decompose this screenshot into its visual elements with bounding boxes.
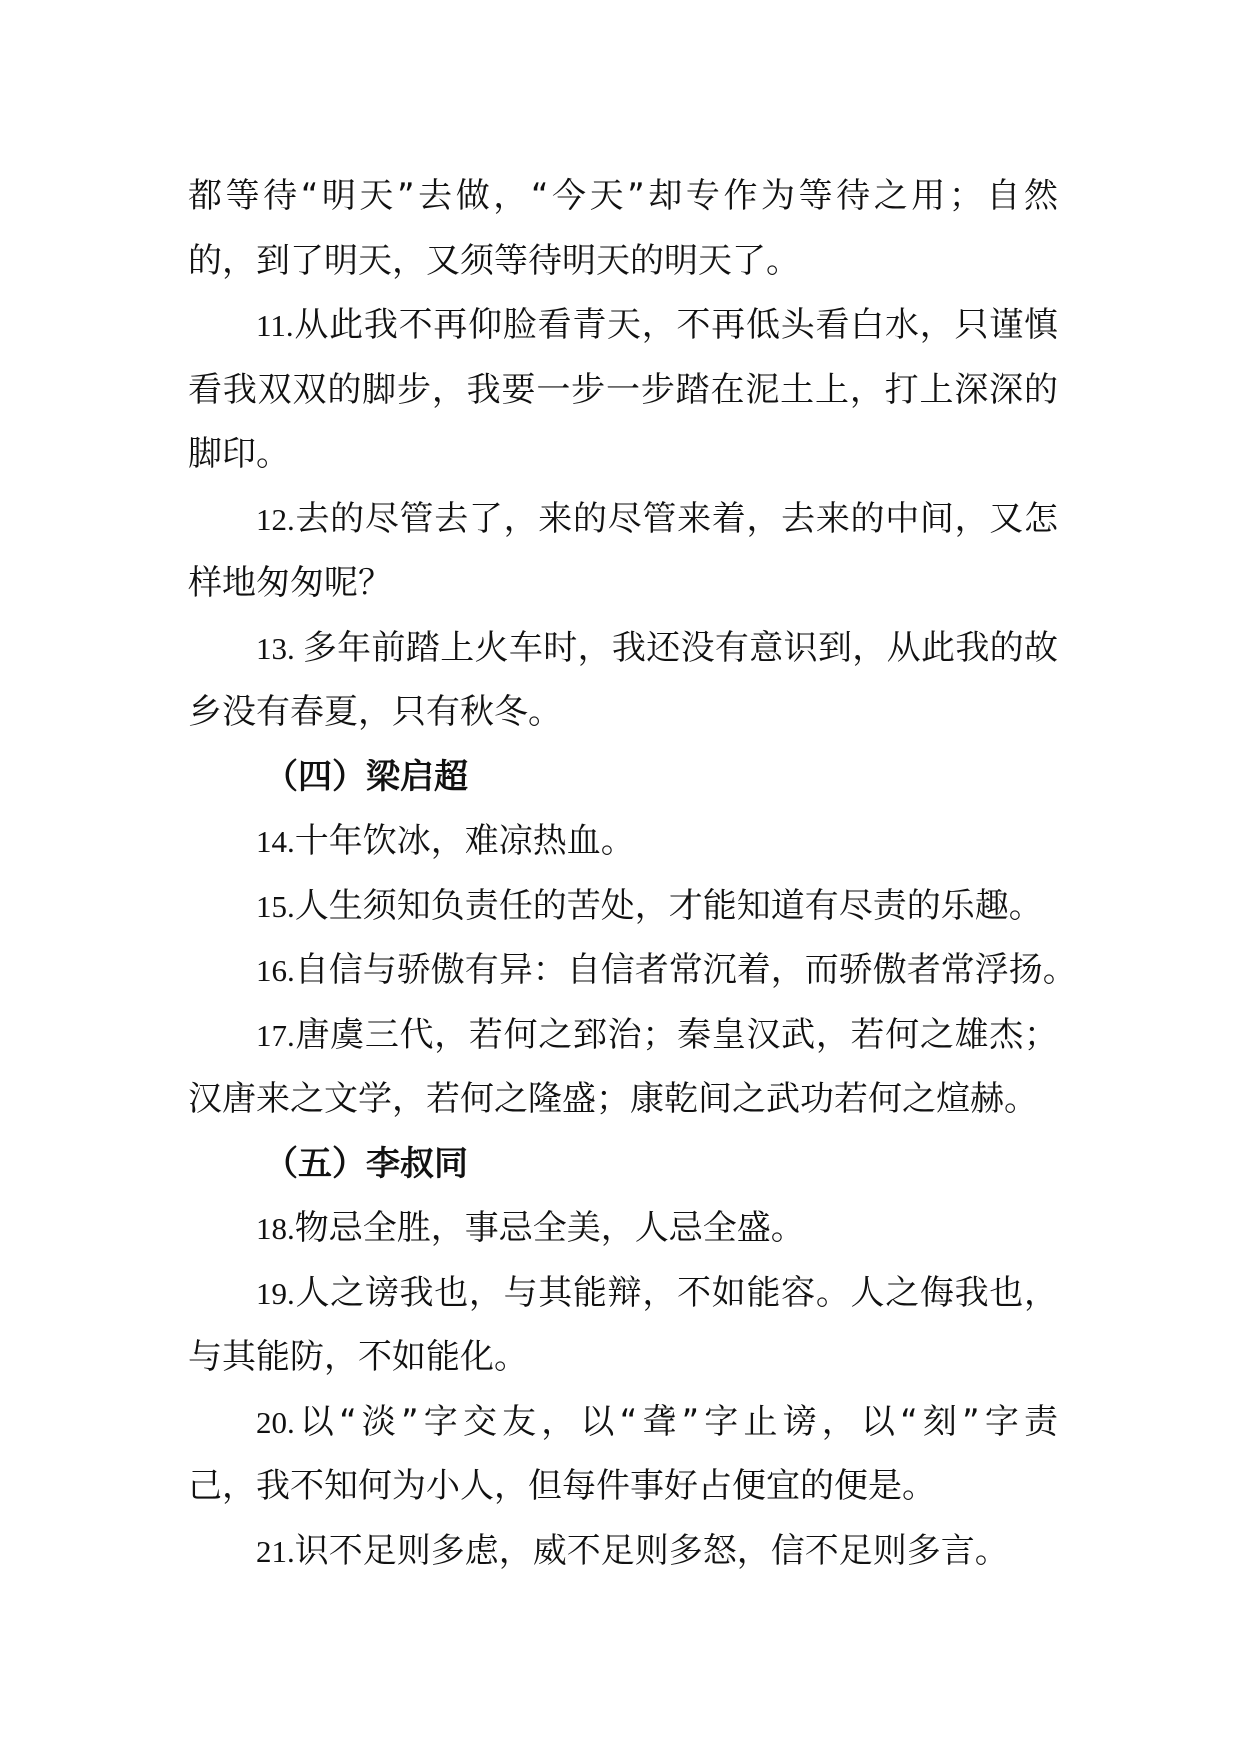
item-text: 唐虞三代，若何之郅治；秦皇汉武，若何之雄杰； (294, 1014, 1058, 1055)
continuation-line: 看我双双的脚步，我要一步一步踏在泥土上，打上深深的 (188, 369, 1058, 410)
item-number: 11. (256, 308, 294, 343)
item-text: 自信与骄傲有异：自信者常沉着，而骄傲者常浮扬。 (294, 950, 1077, 990)
item-number: 18. (256, 1211, 295, 1246)
item-number: 21. (256, 1533, 295, 1569)
item-text: 以“淡”字交友，以“聋”字止谤，以“刻”字责 (294, 1401, 1058, 1442)
item-text: 人之谤我也，与其能辩，不如能容。人之侮我也， (294, 1272, 1058, 1313)
section-heading: （四）梁启超 (264, 756, 468, 797)
item-number: 20. (256, 1404, 295, 1440)
item-text: 人生须知负责任的苦处，才能知道有尽责的乐趣。 (294, 885, 1043, 926)
item-text: 识不足则多虑，威不足则多怒，信不足则多言。 (294, 1530, 1009, 1571)
continuation-line: 汉唐来之文学，若何之隆盛；康乾间之武功若何之煊赫。 (188, 1079, 1038, 1119)
continuation-line: 与其能防，不如能化。 (188, 1337, 528, 1377)
continuation-line: 己，我不知何为小人，但每件事好占便宜的便是。 (188, 1466, 936, 1506)
quote-item-line (188, 809, 1058, 874)
continuation-line: 样地匆匆呢？ (188, 563, 392, 603)
quote-item-line (188, 1003, 1058, 1068)
item-number: 17. (256, 1017, 295, 1053)
item-number: 19. (256, 1275, 295, 1311)
quote-item-line (188, 1390, 1058, 1455)
continuation-line: 乡没有春夏，只有秋冬。 (188, 692, 562, 732)
item-number: 13. (256, 630, 303, 666)
item-number: 12. (256, 501, 295, 537)
quote-item-line (188, 1261, 1058, 1326)
continuation-line: 的，到了明天，又须等待明天的明天了。 (188, 240, 800, 281)
item-number: 15. (256, 888, 295, 924)
quote-item-line (188, 1196, 1058, 1261)
item-text: 物忌全胜，事忌全美，人忌全盛。 (294, 1208, 805, 1248)
item-number: 16. (256, 953, 295, 988)
quote-item-line (188, 487, 1058, 552)
item-text: 去的尽管去了，来的尽管来着，去来的中间，又怎 (294, 498, 1058, 539)
item-number: 14. (256, 824, 295, 859)
section-heading: （五）李叔同 (264, 1143, 468, 1184)
continuation-line: 脚印。 (188, 434, 290, 474)
quote-item-line (188, 938, 1077, 1003)
document-body (188, 164, 1077, 1583)
quote-item-line (188, 616, 1058, 681)
quote-item-line (188, 874, 1058, 939)
item-text: 多年前踏上火车时，我还没有意识到，从此我的故 (302, 627, 1059, 668)
quote-item-line (188, 1519, 1058, 1584)
continuation-line: 都等待“明天”去做，“今天”却专作为等待之用；自然 (188, 176, 1058, 216)
item-text: 从此我不再仰脸看青天，不再低头看白水，只谨慎 (293, 305, 1058, 345)
item-text: 十年饮冰，难凉热血。 (294, 821, 635, 861)
quote-item-line (188, 293, 1058, 358)
